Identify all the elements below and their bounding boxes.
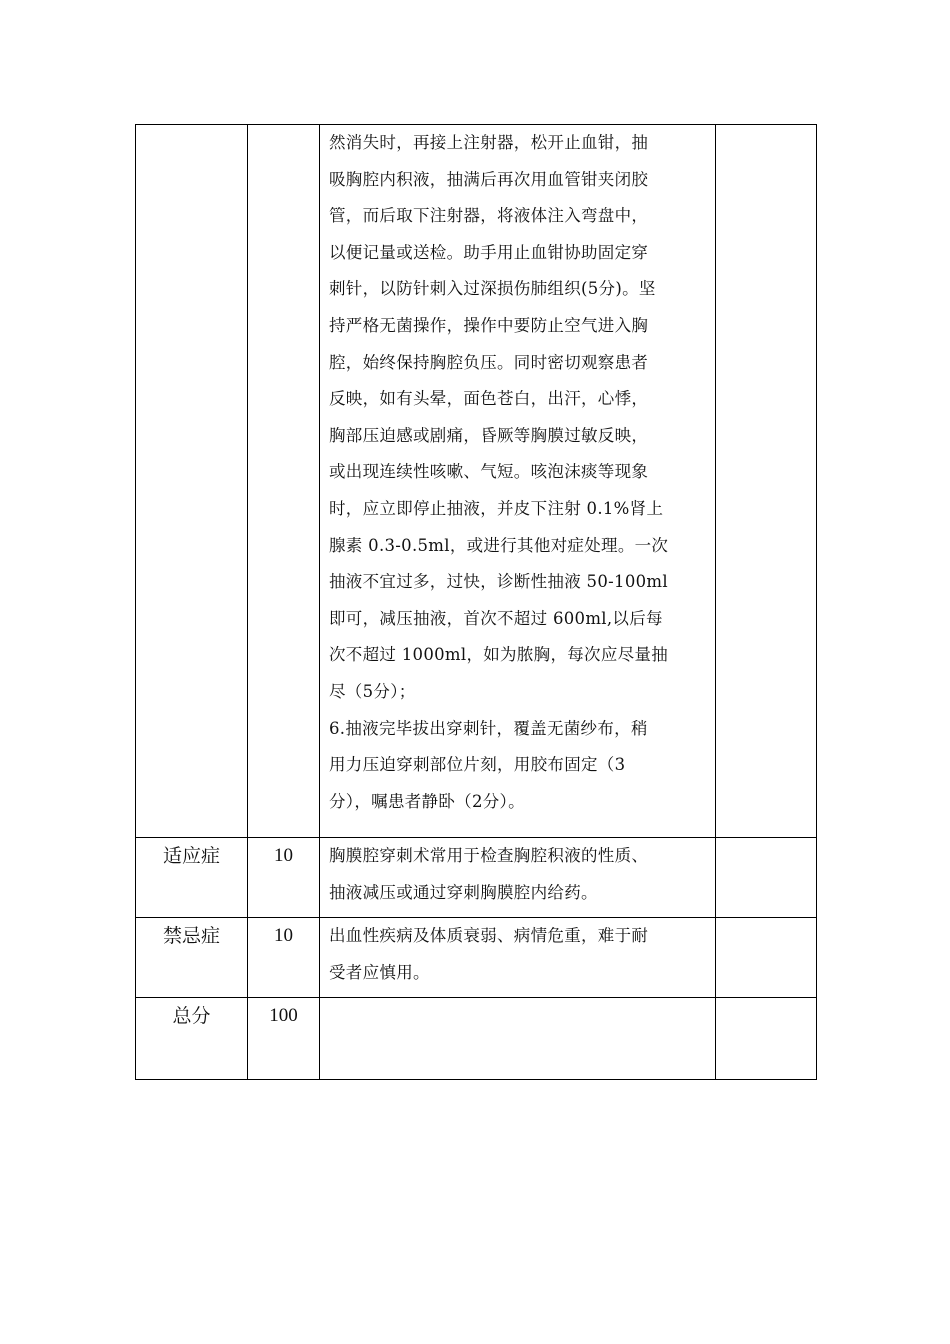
content-cell [320,838,716,918]
remark-cell [716,125,817,838]
content-line: 胸膜腔穿刺术常用于检查胸腔积液的性质、 [329,846,649,865]
content-line: 或出现连续性咳嗽、气短。咳泡沫痰等现象 [329,462,649,482]
item-cell: 禁忌症 [136,918,248,998]
score-cell [248,125,320,838]
scoring-table [135,124,817,1080]
content-line: 然消失时，再接上注射器，松开止血钳，抽 [329,133,649,152]
item-cell [136,125,248,838]
item-cell: 适应症 [136,838,248,918]
remark-cell [716,998,817,1080]
content-line: 6.抽液完毕拔出穿刺针，覆盖无菌纱布，稍 [329,718,648,738]
item-cell: 总分 [136,998,248,1080]
content-line: 分），嘱患者静卧（2分）。 [329,791,525,811]
score-cell: 10 [248,918,320,998]
content-line: 受者应慎用。 [329,962,430,982]
content-line: 出血性疾病及体质衰弱、病情危重，难于耐 [329,926,649,945]
content-line: 吸胸腔内积液，抽满后再次用血管钳夹闭胶 [329,169,649,189]
table-row-indications [136,838,817,918]
content-line: 管，而后取下注射器，将液体注入弯盘中， [329,206,649,226]
score-cell: 10 [248,838,320,918]
content-line: 持严格无菌操作，操作中要防止空气进入胸 [329,315,649,335]
content-line: 腺素 0.3-0.5ml，或进行其他对症处理。一次 [329,535,669,555]
table-row-contraindications [136,918,817,998]
content-line: 即可，减压抽液，首次不超过 600ml,以后每 [329,608,663,628]
content-line: 尽（5分）； [329,681,416,701]
content-cell [320,998,716,1080]
content-line: 抽液不宜过多，过快，诊断性抽液 50-100ml [329,572,668,592]
content-line: 以便记量或送检。助手用止血钳协助固定穿 [329,242,649,262]
content-line: 时，应立即停止抽液，并皮下注射 0.1%肾上 [329,498,664,518]
table-row-total [136,998,817,1080]
remark-cell [716,918,817,998]
content-line: 用力压迫穿刺部位片刻，用胶布固定（3 [329,755,626,775]
content-line: 次不超过 1000ml，如为脓胸，每次应尽量抽 [329,645,669,665]
content-cell [320,125,716,838]
content-line: 反映，如有头晕，面色苍白，出汗，心悸， [329,389,649,409]
content-cell [320,918,716,998]
content-line: 抽液减压或通过穿刺胸膜腔内给药。 [329,882,598,902]
content-line: 刺针，以防针刺入过深损伤肺组织(5分)。坚 [329,279,656,299]
remark-cell [716,838,817,918]
score-cell: 100 [248,998,320,1080]
content-line: 腔，始终保持胸腔负压。同时密切观察患者 [329,352,649,372]
content-line: 胸部压迫感或剧痛，昏厥等胸膜过敏反映， [329,425,649,445]
table-row-continued-procedure [136,125,817,838]
